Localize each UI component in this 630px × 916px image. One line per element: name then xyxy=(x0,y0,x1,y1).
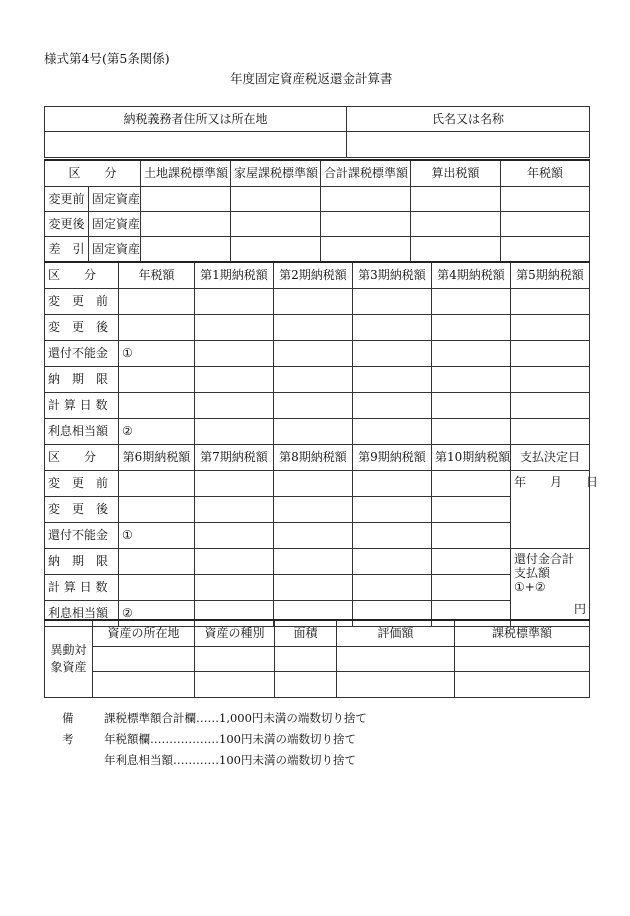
refund-total-label: 還付金合計 xyxy=(514,551,575,566)
changed-assets-label-line: 異動対 xyxy=(50,642,87,657)
row-asset: 固定資産 xyxy=(89,186,141,211)
cell-input[interactable] xyxy=(195,496,274,522)
cell-input[interactable] xyxy=(432,366,511,392)
period-row xyxy=(45,522,590,548)
period1-header-p2: 第2期納税額 xyxy=(274,262,353,288)
period-row xyxy=(45,288,590,314)
cell-input[interactable] xyxy=(353,340,432,366)
taxpayer-table xyxy=(44,106,590,158)
cell-input[interactable] xyxy=(195,548,274,574)
period1-header-p1: 第1期納税額 xyxy=(195,262,274,288)
row-mark: ② xyxy=(119,600,195,626)
cell-input[interactable] xyxy=(231,186,321,211)
cell-input[interactable] xyxy=(455,671,590,697)
row-label: 還付不能金 xyxy=(45,522,119,548)
period2-header-p10: 第10期納税額 xyxy=(432,444,511,470)
cell-input[interactable] xyxy=(275,646,337,671)
decision-date-text: 年 月 日 xyxy=(514,474,599,489)
period2-header-p8: 第8期納税額 xyxy=(274,444,353,470)
cell-input[interactable] xyxy=(274,522,353,548)
cell-input[interactable] xyxy=(511,392,590,418)
address-label: 納税義務者住所又は所在地 xyxy=(45,107,347,132)
period1-header-p5: 第5期納税額 xyxy=(511,262,590,288)
cell-input[interactable] xyxy=(93,671,195,697)
cell-input[interactable] xyxy=(432,574,511,600)
cell-input[interactable] xyxy=(195,418,274,444)
cell-input[interactable] xyxy=(411,211,501,236)
cell-input[interactable] xyxy=(337,671,455,697)
period-row xyxy=(45,392,590,418)
cell-input[interactable] xyxy=(321,186,411,211)
cell-input[interactable] xyxy=(141,236,231,261)
period-row xyxy=(45,366,590,392)
row-label: 差 引 xyxy=(45,236,89,261)
cell-input[interactable] xyxy=(275,671,337,697)
row-mark xyxy=(119,392,195,418)
cell-input[interactable] xyxy=(274,366,353,392)
cell-input[interactable] xyxy=(511,366,590,392)
asset-header-type: 資産の種別 xyxy=(195,620,275,646)
changed-assets-label-line: 象資産 xyxy=(50,659,87,674)
assessment-header-annual: 年税額 xyxy=(501,160,590,186)
cell-input[interactable] xyxy=(432,548,511,574)
period1-header-p3: 第3期納税額 xyxy=(353,262,432,288)
cell-input[interactable] xyxy=(432,522,511,548)
refund-formula-label: ①+② xyxy=(514,579,546,594)
period2-header-decision-date: 支払決定日 xyxy=(511,444,590,470)
asset-row xyxy=(45,671,590,697)
cell-input[interactable] xyxy=(93,646,195,671)
row-label: 変 更 後 xyxy=(45,314,119,340)
row-asset: 固定資産 xyxy=(89,211,141,236)
cell-input[interactable] xyxy=(501,236,590,261)
row-asset: 固定資産 xyxy=(89,236,141,261)
cell-input[interactable] xyxy=(321,236,411,261)
cell-input[interactable] xyxy=(274,340,353,366)
cell-input[interactable] xyxy=(353,314,432,340)
period-row xyxy=(45,418,590,444)
cell-input[interactable] xyxy=(195,646,275,671)
period-row xyxy=(45,340,590,366)
cell-input[interactable] xyxy=(432,418,511,444)
row-mark xyxy=(119,496,195,522)
cell-input[interactable] xyxy=(353,366,432,392)
period-row xyxy=(45,470,590,496)
row-label: 納 期 限 xyxy=(45,548,119,574)
cell-input[interactable] xyxy=(511,288,590,314)
cell-input[interactable] xyxy=(353,522,432,548)
row-mark xyxy=(119,470,195,496)
assessment-header-land: 土地課税標準額 xyxy=(141,160,231,186)
cell-input[interactable] xyxy=(432,288,511,314)
cell-input[interactable] xyxy=(195,366,274,392)
row-mark: ① xyxy=(119,522,195,548)
cell-input[interactable] xyxy=(353,288,432,314)
row-label: 変 更 前 xyxy=(45,288,119,314)
cell-input[interactable] xyxy=(432,496,511,522)
cell-input[interactable] xyxy=(195,470,274,496)
assessment-header-total: 合計課税標準額 xyxy=(321,160,411,186)
assessment-header-calculated: 算出税額 xyxy=(411,160,501,186)
cell-input[interactable] xyxy=(501,186,590,211)
refund-total-field[interactable] xyxy=(511,548,590,626)
row-label: 利息相当額 xyxy=(45,600,119,626)
cell-input[interactable] xyxy=(411,186,501,211)
cell-input[interactable] xyxy=(274,470,353,496)
cell-input[interactable] xyxy=(353,470,432,496)
refund-payment-label: 支払額 xyxy=(514,565,551,580)
period1-header-category: 区 分 xyxy=(45,262,119,288)
changed-assets-table xyxy=(44,619,590,698)
row-label: 計 算 日 数 xyxy=(45,574,119,600)
row-label: 利息相当額 xyxy=(45,418,119,444)
row-mark xyxy=(119,288,195,314)
row-mark xyxy=(119,314,195,340)
cell-input[interactable] xyxy=(511,340,590,366)
cell-input[interactable] xyxy=(195,522,274,548)
cell-input[interactable] xyxy=(195,392,274,418)
asset-header-value: 評価額 xyxy=(337,620,455,646)
cell-input[interactable] xyxy=(337,646,455,671)
period2-header-p7: 第7期納税額 xyxy=(195,444,274,470)
note-line: 課税標準額合計欄……1,000円未満の端数切り捨て xyxy=(104,711,367,725)
period-row xyxy=(45,496,590,522)
cell-input[interactable] xyxy=(141,186,231,211)
asset-row xyxy=(45,646,590,671)
period-row xyxy=(45,314,590,340)
row-label: 変 更 前 xyxy=(45,470,119,496)
cell-input[interactable] xyxy=(501,211,590,236)
row-label: 変 更 後 xyxy=(45,496,119,522)
period2-header-p6: 第6期納税額 xyxy=(119,444,195,470)
cell-input[interactable] xyxy=(195,671,275,697)
cell-input[interactable] xyxy=(274,418,353,444)
cell-input[interactable] xyxy=(195,314,274,340)
period2-header-p9: 第9期納税額 xyxy=(353,444,432,470)
asset-header-tax-base: 課税標準額 xyxy=(455,620,590,646)
cell-input[interactable] xyxy=(195,340,274,366)
row-mark: ① xyxy=(119,340,195,366)
row-label: 納 期 限 xyxy=(45,366,119,392)
cell-input[interactable] xyxy=(274,288,353,314)
cell-input[interactable] xyxy=(195,574,274,600)
form-title: 年度固定資産税返還金計算書 xyxy=(230,71,393,86)
note-line: 年税額欄………………100円未満の端数切り捨て xyxy=(104,732,356,746)
period1-header-annual: 年税額 xyxy=(119,262,195,288)
cell-input[interactable] xyxy=(274,392,353,418)
row-label: 計 算 日 数 xyxy=(45,392,119,418)
cell-input[interactable] xyxy=(511,418,590,444)
cell-input[interactable] xyxy=(195,288,274,314)
assessment-table xyxy=(44,159,590,262)
assessment-row xyxy=(45,236,590,261)
row-label: 変更後 xyxy=(45,211,89,236)
form-number: 様式第4号(第5条関係) xyxy=(44,51,170,66)
cell-input[interactable] xyxy=(353,392,432,418)
assessment-header-category: 区 分 xyxy=(45,160,141,186)
cell-input[interactable] xyxy=(274,574,353,600)
cell-input[interactable] xyxy=(274,548,353,574)
assessment-header-house: 家屋課税標準額 xyxy=(231,160,321,186)
notes-label: 備考 xyxy=(62,711,74,746)
cell-input[interactable] xyxy=(353,496,432,522)
period2-header-category: 区 分 xyxy=(45,444,119,470)
period-row xyxy=(45,574,590,600)
cell-input[interactable] xyxy=(321,211,411,236)
name-label: 氏名又は名称 xyxy=(347,107,590,132)
yen-unit: 円 xyxy=(573,601,586,616)
period1-header-p4: 第4期納税額 xyxy=(432,262,511,288)
cell-input[interactable] xyxy=(231,236,321,261)
period-row xyxy=(45,548,590,574)
cell-input[interactable] xyxy=(411,236,501,261)
cell-input[interactable] xyxy=(432,470,511,496)
note-line: 年利息相当額…………100円未満の端数切り捨て xyxy=(104,753,356,767)
cell-input[interactable] xyxy=(432,340,511,366)
decision-date-field[interactable] xyxy=(511,470,599,548)
cell-input[interactable] xyxy=(455,646,590,671)
cell-input[interactable] xyxy=(353,548,432,574)
assessment-row xyxy=(45,211,590,236)
changed-assets-label xyxy=(45,620,93,697)
cell-input[interactable] xyxy=(353,574,432,600)
name-field[interactable] xyxy=(347,132,590,158)
address-field[interactable] xyxy=(45,132,347,158)
row-label: 変更前 xyxy=(45,186,89,211)
cell-input[interactable] xyxy=(274,314,353,340)
cell-input[interactable] xyxy=(141,211,231,236)
row-mark: ② xyxy=(119,418,195,444)
asset-header-area: 面積 xyxy=(275,620,337,646)
cell-input[interactable] xyxy=(231,211,321,236)
cell-input[interactable] xyxy=(432,392,511,418)
cell-input[interactable] xyxy=(432,314,511,340)
period-table xyxy=(44,261,599,627)
assessment-row xyxy=(45,186,590,211)
cell-input[interactable] xyxy=(511,314,590,340)
cell-input[interactable] xyxy=(274,496,353,522)
cell-input[interactable] xyxy=(353,418,432,444)
row-label: 還付不能金 xyxy=(45,340,119,366)
row-mark xyxy=(119,574,195,600)
row-mark xyxy=(119,548,195,574)
row-mark xyxy=(119,366,195,392)
asset-header-location: 資産の所在地 xyxy=(93,620,195,646)
